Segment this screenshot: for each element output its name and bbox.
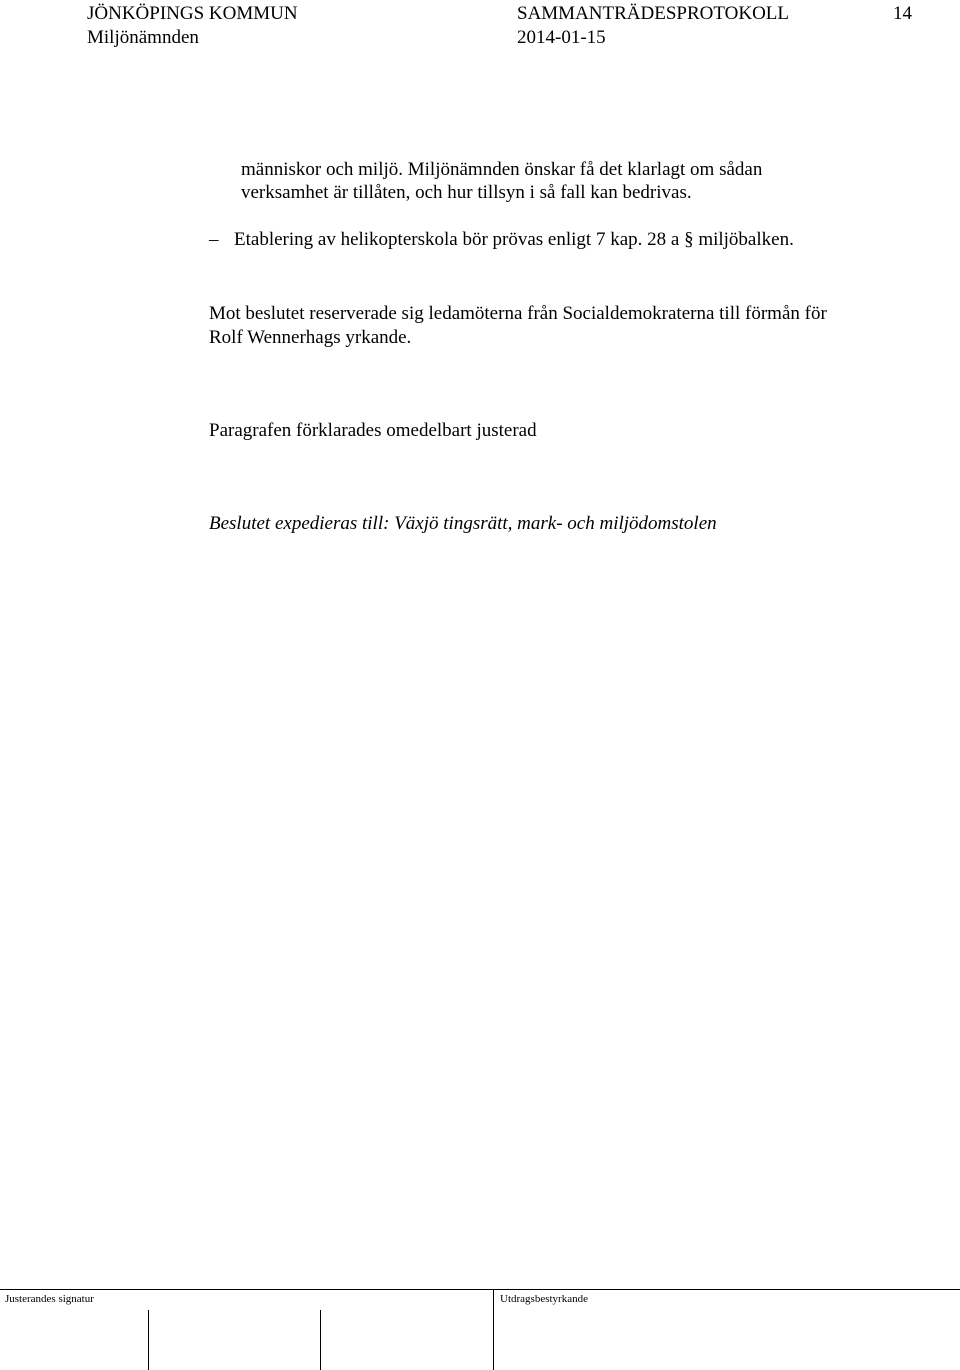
distribution-line: Beslutet expedieras till: Växjö tingsrätt, mark- och miljödomstolen bbox=[209, 513, 717, 534]
paragraph-1-line-2: verksamhet är tillåten, och hur tillsyn i så fall kan bedrivas. bbox=[241, 182, 692, 203]
signature-label: Justerandes signatur bbox=[5, 1293, 94, 1305]
document-type: SAMMANTRÄDESPROTOKOLL bbox=[517, 3, 790, 24]
bullet-item: Etablering av helikopterskola bör prövas enligt 7 kap. 28 a § miljöbalken. bbox=[234, 229, 794, 250]
paragraph-2-line-2: Rolf Wennerhags yrkande. bbox=[209, 327, 412, 348]
footer-top-rule bbox=[0, 1289, 960, 1290]
paragraph-1-line-1: människor och miljö. Miljönämnden önskar få det klarlagt om sådan bbox=[241, 159, 763, 180]
signature-box-divider-1 bbox=[148, 1310, 149, 1370]
org-name: JÖNKÖPINGS KOMMUN bbox=[87, 3, 298, 24]
signature-box-divider-2 bbox=[320, 1310, 321, 1370]
signature-box-divider-3 bbox=[493, 1290, 494, 1370]
paragraph-3: Paragrafen förklarades omedelbart justerad bbox=[209, 420, 537, 441]
committee-name: Miljönämnden bbox=[87, 27, 199, 48]
bullet-dash: – bbox=[209, 229, 219, 250]
paragraph-2-line-1: Mot beslutet reserverade sig ledamöterna från Socialdemokraterna till förmån för bbox=[209, 303, 827, 324]
meeting-date: 2014-01-15 bbox=[517, 27, 606, 48]
page-number: 14 bbox=[893, 3, 912, 24]
certification-label: Utdragsbestyrkande bbox=[500, 1293, 588, 1305]
